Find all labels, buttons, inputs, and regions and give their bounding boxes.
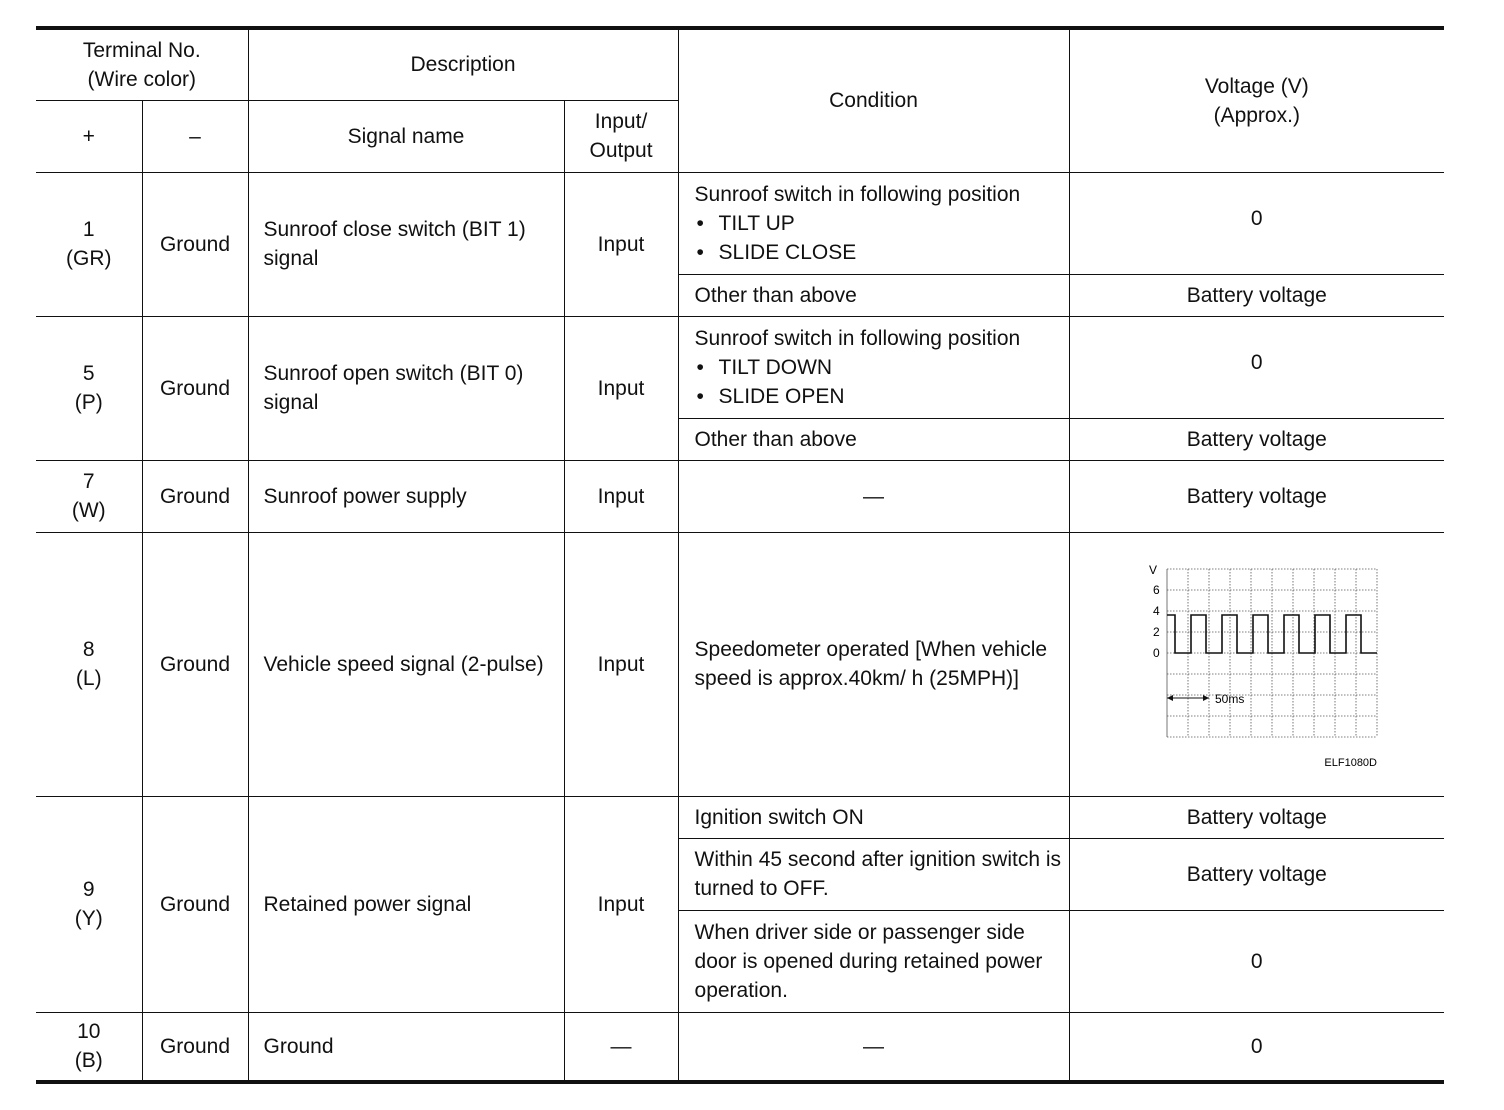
wire-color: (P): [74, 391, 103, 414]
header-io-line1: Input/: [594, 110, 648, 133]
signal-name-cell: Ground: [248, 1012, 564, 1082]
terminal-cell: [36, 532, 142, 796]
minus-cell: Ground: [142, 796, 248, 1012]
position-list: [695, 209, 1063, 267]
table-row: [36, 460, 1444, 532]
y-tick-label: 0: [1152, 646, 1160, 660]
terminal-cell: [36, 172, 142, 316]
header-voltage-approx-label: (Approx.): [1213, 103, 1300, 127]
y-tick-label: 6: [1152, 583, 1160, 597]
io-cell: Input: [564, 532, 678, 796]
voltage-cell: Battery voltage: [1069, 274, 1444, 316]
voltage-cell: 0: [1069, 1012, 1444, 1082]
minus-cell: Ground: [142, 532, 248, 796]
header-plus: +: [36, 100, 142, 172]
io-cell: Input: [564, 796, 678, 1012]
pulse-waveform-diagram: [1127, 554, 1387, 774]
condition-cell: Other than above: [678, 274, 1069, 316]
io-cell: Input: [564, 172, 678, 316]
wire-color: (L): [75, 667, 102, 690]
header-signal-name: Signal name: [248, 100, 564, 172]
minus-cell: Ground: [142, 460, 248, 532]
header-terminal-label: Terminal No.: [82, 38, 201, 62]
table-row: [36, 532, 1444, 796]
signal-name-cell: Sunroof close switch (BIT 1) signal: [248, 172, 564, 316]
wire-color: (GR): [66, 247, 112, 270]
io-cell: Input: [564, 316, 678, 460]
signal-name-cell: Vehicle speed signal (2-pulse): [248, 532, 564, 796]
time-scale-label: 50ms: [1214, 692, 1245, 706]
voltage-cell: Battery voltage: [1069, 460, 1444, 532]
header-wire-color-label: (Wire color): [87, 67, 196, 91]
condition-text: Sunroof switch in following position: [694, 182, 1021, 206]
signal-name-cell: Sunroof power supply: [248, 460, 564, 532]
position-list: [695, 353, 1063, 411]
condition-cell: Speedometer operated [When vehicle speed is approx.40km/ h (25MPH)]: [678, 532, 1069, 796]
header-io-line2: Output: [589, 139, 653, 162]
header-voltage-label: Voltage (V): [1204, 74, 1309, 98]
voltage-cell: 0: [1069, 910, 1444, 1012]
condition-cell: Within 45 second after ignition switch is turned to OFF.: [678, 838, 1069, 910]
terminal-number: 8: [82, 638, 95, 661]
terminal-spec-table: [36, 26, 1444, 1084]
voltage-cell: 0: [1069, 172, 1444, 274]
terminal-number: 7: [82, 470, 95, 493]
condition-text: Sunroof switch in following position: [694, 326, 1021, 350]
signal-name-cell: Sunroof open switch (BIT 0) signal: [248, 316, 564, 460]
terminal-cell: [36, 460, 142, 532]
position-item: • TILT UP: [695, 209, 1063, 238]
io-cell: Input: [564, 460, 678, 532]
wire-color: (W): [71, 499, 106, 522]
table-row: [36, 1012, 1444, 1082]
waveform-cell: [1069, 532, 1444, 796]
condition-cell: —: [678, 460, 1069, 532]
condition-cell: —: [678, 1012, 1069, 1082]
table-row: [36, 316, 1444, 418]
condition-cell: Other than above: [678, 418, 1069, 460]
position-item: • TILT DOWN: [695, 353, 1063, 382]
figure-code: ELF1080D: [1324, 757, 1377, 769]
condition-cell: [678, 172, 1069, 274]
terminal-number: 9: [82, 878, 95, 901]
terminal-cell: [36, 796, 142, 1012]
wire-color: (B): [74, 1049, 103, 1073]
table-row: [36, 172, 1444, 274]
header-minus: –: [142, 100, 248, 172]
voltage-cell: Battery voltage: [1069, 838, 1444, 910]
voltage-cell: 0: [1069, 316, 1444, 418]
time-marker-arrow: [1203, 695, 1209, 701]
header-io: [564, 100, 678, 172]
y-tick-label: 4: [1152, 604, 1160, 618]
condition-cell: When driver side or passenger side door is opened during retained power operation.: [678, 910, 1069, 1012]
signal-name-cell: Retained power signal: [248, 796, 564, 1012]
header-description: Description: [248, 28, 678, 100]
position-item: • SLIDE CLOSE: [695, 238, 1063, 267]
condition-cell: [678, 316, 1069, 418]
voltage-cell: Battery voltage: [1069, 418, 1444, 460]
wire-color: (Y): [74, 907, 103, 930]
time-marker-arrow: [1167, 695, 1173, 701]
header-condition: Condition: [678, 28, 1069, 172]
io-cell: —: [564, 1012, 678, 1082]
voltage-cell: Battery voltage: [1069, 796, 1444, 838]
terminal-cell: [36, 1012, 142, 1082]
y-tick-label: 2: [1152, 625, 1160, 639]
condition-cell: Ignition switch ON: [678, 796, 1069, 838]
header-voltage: [1069, 28, 1444, 172]
terminal-number: 10: [77, 1020, 101, 1044]
minus-cell: Ground: [142, 316, 248, 460]
terminal-number: 5: [82, 362, 95, 385]
minus-cell: Ground: [142, 1012, 248, 1082]
axis-label: V: [1148, 563, 1157, 577]
table-row: [36, 796, 1444, 838]
terminal-number: 1: [82, 218, 95, 241]
position-item: • SLIDE OPEN: [695, 382, 1063, 411]
header-terminal: [36, 28, 248, 100]
terminal-cell: [36, 316, 142, 460]
minus-cell: Ground: [142, 172, 248, 316]
